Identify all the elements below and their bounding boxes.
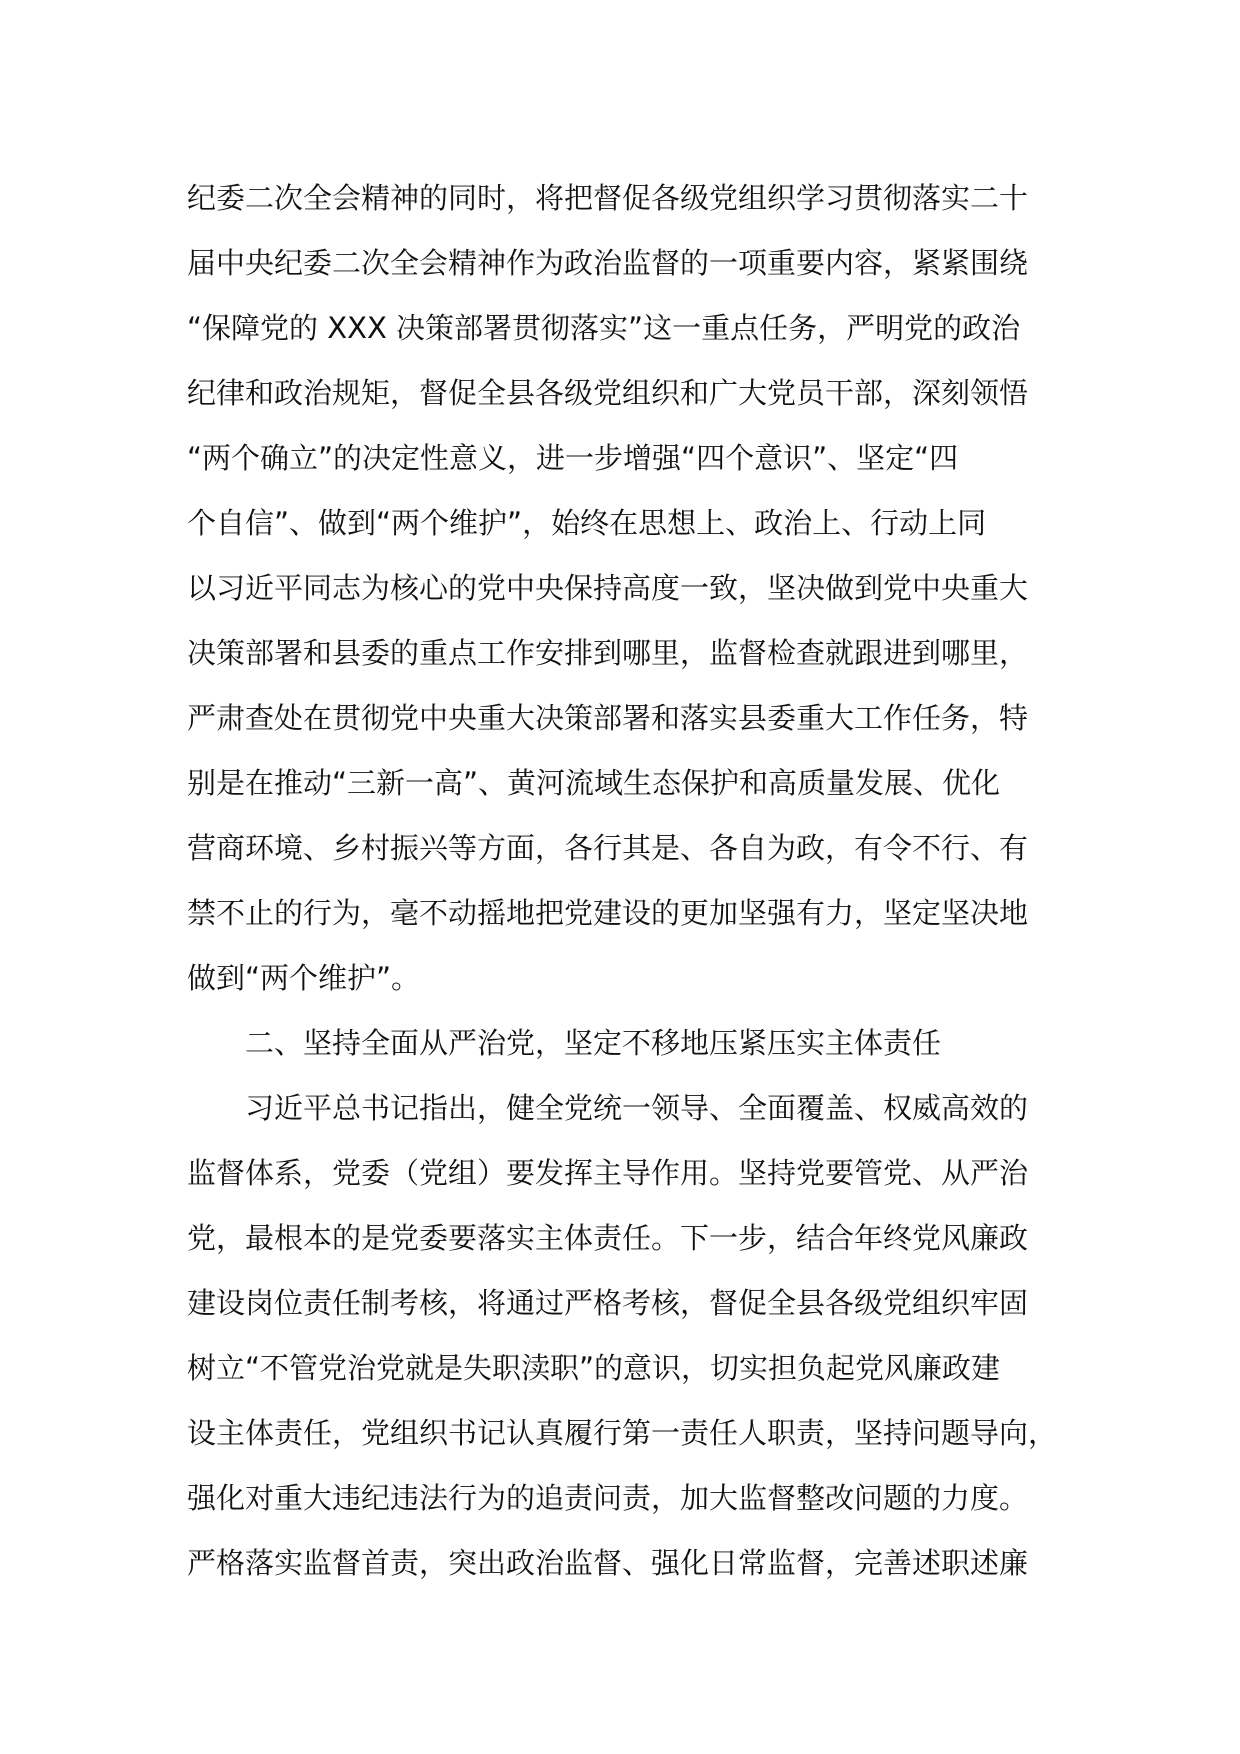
text-line: 做到“两个维护”。 <box>187 961 421 995</box>
text-line: 以习近平同志为核心的党中央保持高度一致，坚决做到党中央重大 <box>187 571 1029 605</box>
text-line: “两个确立”的决定性意义，进一步增强“四个意识”、坚定“四 <box>187 441 959 475</box>
text-line: 严肃查处在贯彻党中央重大决策部署和落实县委重大工作任务，特 <box>187 701 1029 735</box>
text-line: 届中央纪委二次全会精神作为政治监督的一项重要内容，紧紧围绕 <box>187 246 1029 280</box>
text-line: 纪委二次全会精神的同时，将把督促各级党组织学习贯彻落实二十 <box>187 181 1029 215</box>
section-heading: 二、坚持全面从严治党，坚定不移地压紧压实主体责任 <box>245 1026 942 1060</box>
paragraph-first-line: 习近平总书记指出，健全党统一领导、全面覆盖、权威高效的 <box>245 1091 1029 1125</box>
text-line: 禁不止的行为，毫不动摇地把党建设的更加坚强有力，坚定坚决地 <box>187 896 1029 930</box>
text-line: “保障党的 XXX 决策部署贯彻落实”这一重点任务，严明党的政治 <box>187 311 1021 345</box>
text-line: 党，最根本的是党委要落实主体责任。下一步，结合年终党风廉政 <box>187 1221 1029 1255</box>
text-line: 建设岗位责任制考核，将通过严格考核，督促全县各级党组织牢固 <box>187 1286 1029 1320</box>
body-text <box>187 166 1087 1596</box>
text-line: 监督体系，党委（党组）要发挥主导作用。坚持党要管党、从严治 <box>187 1156 1029 1190</box>
text-line: 别是在推动“三新一高”、黄河流域生态保护和高质量发展、优化 <box>187 766 1001 800</box>
text-line: 决策部署和县委的重点工作安排到哪里，监督检查就跟进到哪里， <box>187 636 1029 670</box>
text-line: 强化对重大违纪违法行为的追责问责，加大监督整改问题的力度。 <box>187 1481 1029 1515</box>
text-line: 营商环境、乡村振兴等方面，各行其是、各自为政，有令不行、有 <box>187 831 1029 865</box>
text-line: 纪律和政治规矩，督促全县各级党组织和广大党员干部，深刻领悟 <box>187 376 1029 410</box>
text-line: 个自信”、做到“两个维护”，始终在思想上、政治上、行动上同 <box>187 506 987 540</box>
text-line: 严格落实监督首责，突出政治监督、强化日常监督，完善述职述廉 <box>187 1546 1029 1580</box>
text-line: 设主体责任，党组织书记认真履行第一责任人职责，坚持问题导向， <box>187 1416 1058 1450</box>
text-line: 树立“不管党治党就是失职渎职”的意识，切实担负起党风廉政建 <box>187 1351 1001 1385</box>
